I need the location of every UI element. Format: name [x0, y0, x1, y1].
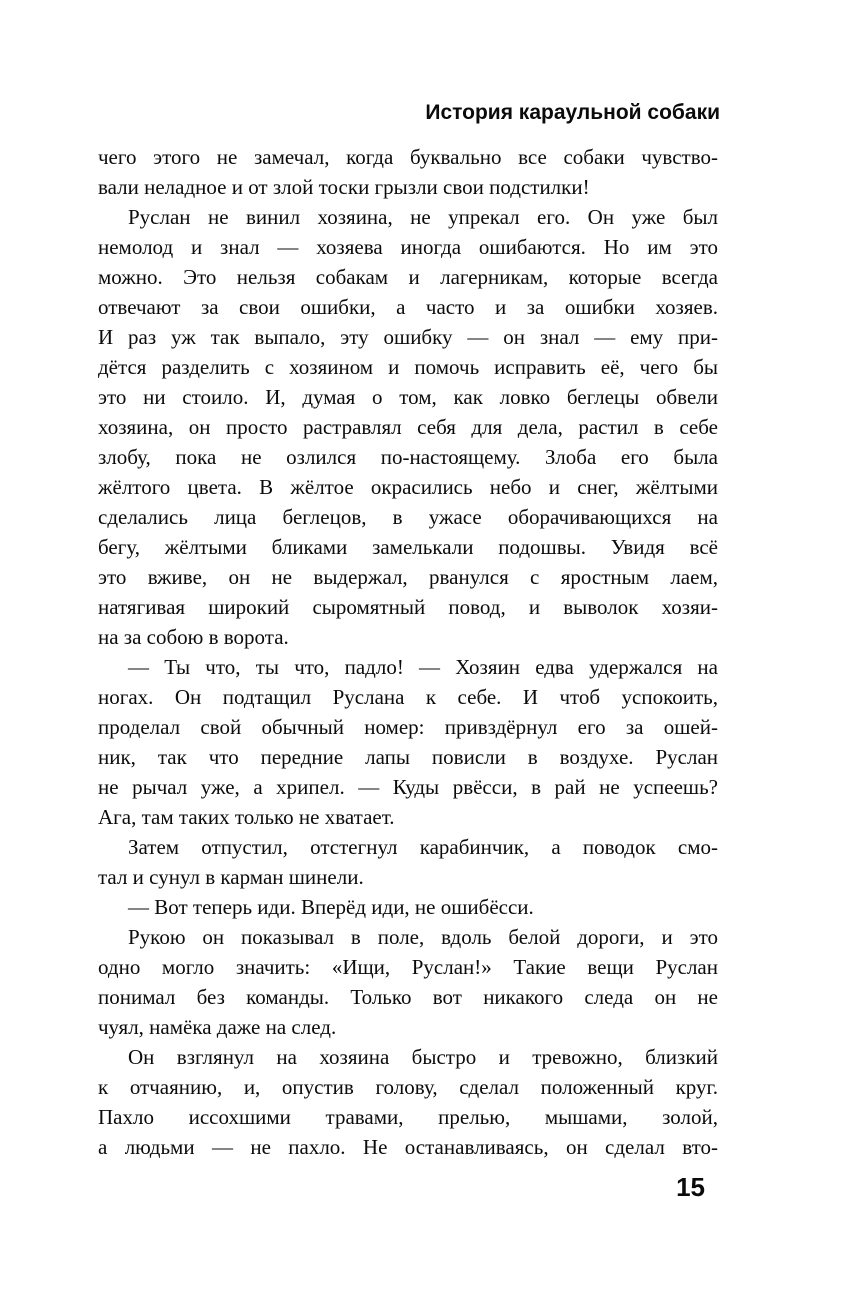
text-line: сделались лица беглецов, в ужасе оборачивающихся на	[98, 505, 718, 529]
text-line: а людьми — не пахло. Не останавливаясь, он сделал вто-	[98, 1135, 718, 1159]
text-line: проделал свой обычный номер: привздёрнул его за ошей-	[98, 715, 718, 739]
text-line: к отчаянию, и, опустив голову, сделал положенный круг.	[98, 1075, 718, 1099]
text-line: ник, так что передние лапы повисли в воздухе. Руслан	[98, 745, 718, 769]
running-header: История караульной собаки	[425, 101, 720, 124]
text-line: дётся разделить с хозяином и помочь исправить её, чего бы	[98, 355, 718, 379]
text-line: это ни стоило. И, думая о том, как ловко беглецы обвели	[98, 385, 718, 409]
text-line: Рукою он показывал в поле, вдоль белой дороги, и это	[128, 925, 718, 949]
text-line: можно. Это нельзя собакам и лагерникам, которые всегда	[98, 265, 718, 289]
text-line: Пахло иссохшими травами, прелью, мышами, золой,	[98, 1105, 718, 1129]
text-line: это вживе, он не выдержал, рванулся с яростным лаем,	[98, 565, 718, 589]
text-line: Он взглянул на хозяина быстро и тревожно, близкий	[128, 1045, 718, 1069]
text-line: одно могло значить: «Ищи, Руслан!» Такие вещи Руслан	[98, 955, 718, 979]
text-line: не рычал уже, а хрипел. — Куды рвёсси, в рай не успеешь?	[98, 775, 718, 799]
text-line: — Вот теперь иди. Вперёд иди, не ошибёсси.	[128, 895, 534, 919]
text-line: натягивая широкий сыромятный повод, и выволок хозяи-	[98, 595, 718, 619]
text-line: чего этого не замечал, когда буквально все собаки чувство-	[98, 145, 718, 169]
text-line: чуял, намёка даже на след.	[98, 1015, 337, 1039]
text-line: немолод и знал — хозяева иногда ошибаются. Но им это	[98, 235, 718, 259]
text-line: Затем отпустил, отстегнул карабинчик, а поводок смо-	[128, 835, 718, 859]
text-line: злобу, пока не озлился по-настоящему. Злоба его была	[98, 445, 718, 469]
text-line: отвечают за свои ошибки, а часто и за ошибки хозяев.	[98, 295, 718, 319]
text-line: бегу, жёлтыми бликами замелькали подошвы. Увидя всё	[98, 535, 718, 559]
page-body-text	[98, 142, 718, 1162]
text-line: ногах. Он подтащил Руслана к себе. И чтоб успокоить,	[98, 685, 718, 709]
page-number: 15	[676, 1172, 705, 1202]
text-line: понимал без команды. Только вот никакого следа он не	[98, 985, 718, 1009]
text-line: И раз уж так выпало, эту ошибку — он знал — ему при-	[98, 325, 718, 349]
text-line: Руслан не винил хозяина, не упрекал его. Он уже был	[128, 205, 718, 229]
text-line: вали неладное и от злой тоски грызли свои подстилки!	[98, 175, 590, 199]
text-line: Ага, там таких только не хватает.	[98, 805, 395, 829]
text-line: тал и сунул в карман шинели.	[98, 865, 364, 889]
text-line: на за собою в ворота.	[98, 625, 289, 649]
text-line: — Ты что, ты что, падло! — Хозяин едва удержался на	[128, 655, 718, 679]
text-line: хозяина, он просто растравлял себя для дела, растил в себе	[98, 415, 718, 439]
text-line: жёлтого цвета. В жёлтое окрасились небо и снег, жёлтыми	[98, 475, 718, 499]
